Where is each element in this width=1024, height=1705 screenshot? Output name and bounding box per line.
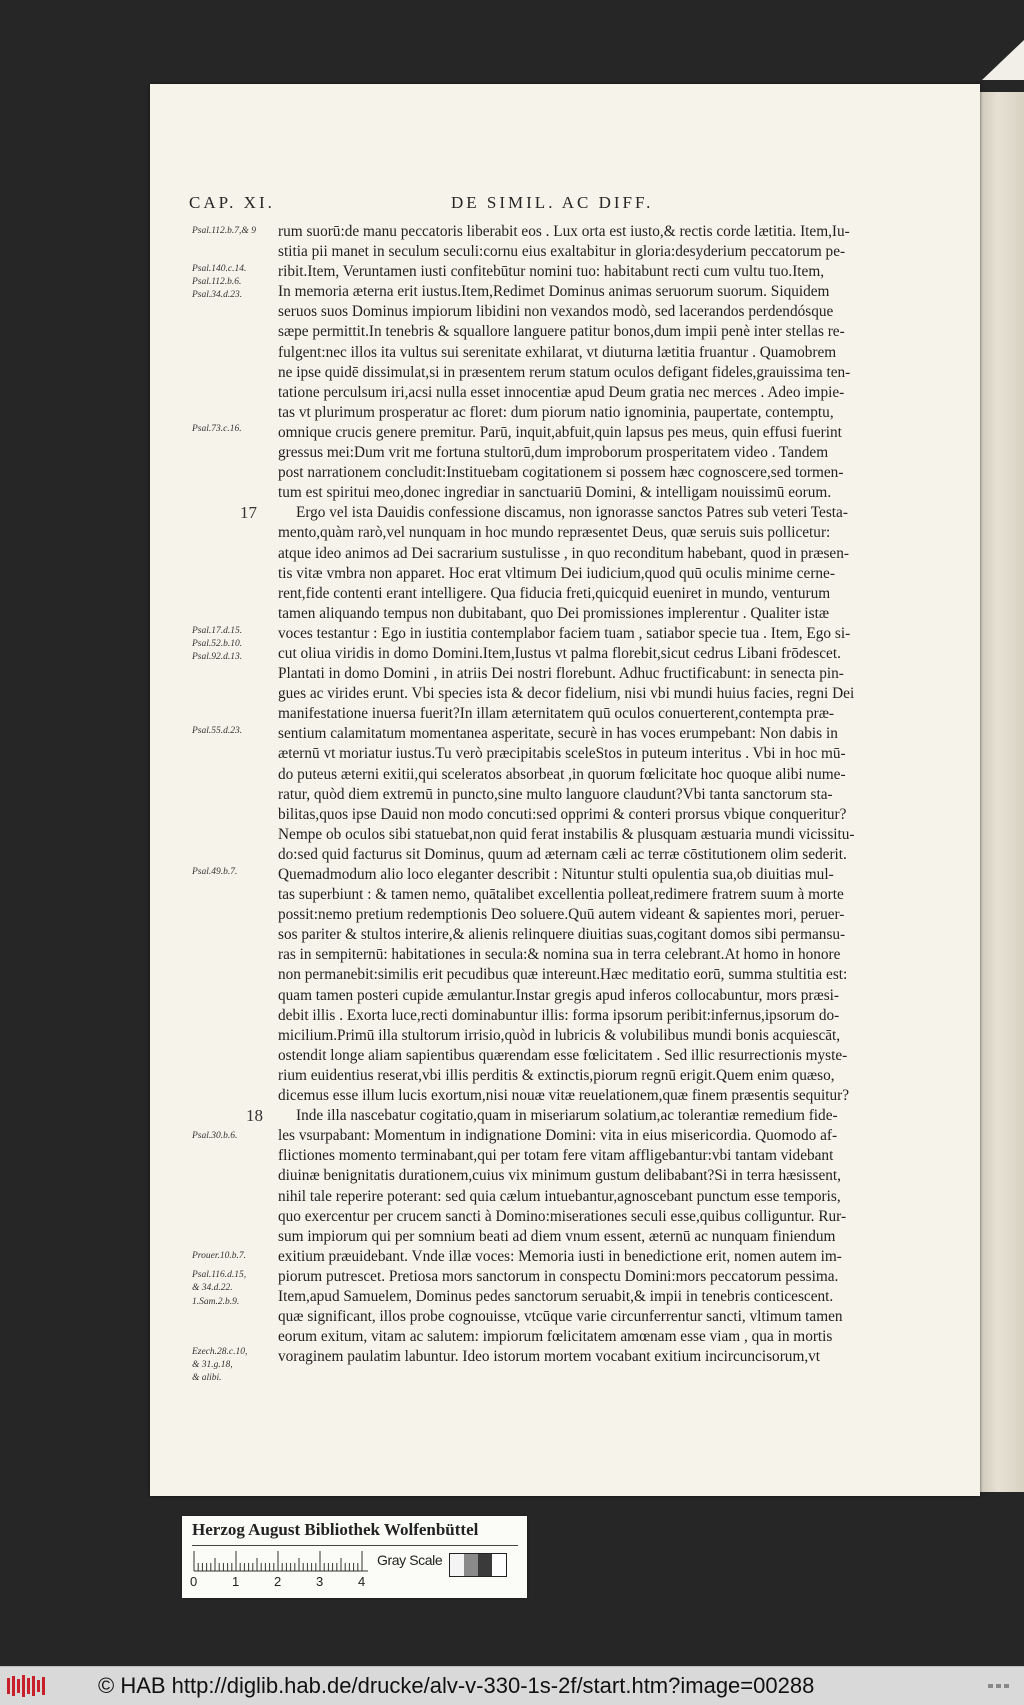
text-line: manifestatione inuersa fuerit?In illam æternitatem quū oculos conuerterent,contempta præ- (278, 705, 835, 723)
footer-marks-icon (988, 1682, 1012, 1690)
text-line: ratur, quòd diem extremū in puncto,sine multo languore claudunt?Vbi tanta sanctorum sta- (278, 785, 833, 803)
margin-note: Ezech.28.c.10, (192, 1347, 248, 1357)
text-line: sos pariter & stultos interire,& alienis relinquere diuitias suas,cogitant domos sibi permansu- (278, 926, 846, 944)
text-line: tum est spiritui meo,donec ingrediar in sanctuariū Domini, & intelligam nouissimū eorum. (278, 484, 832, 502)
text-line: Plantati in domo Domini , in atriis Dei nostri florebunt. Adhuc fructificabunt: in senecta pin- (278, 665, 844, 683)
gray-scale-swatches (449, 1553, 507, 1577)
ruler-number: 4 (358, 1574, 366, 1589)
margin-note: Psal.55.d.23. (192, 726, 243, 736)
text-line: fulgent:nec illos ita vultus sui serenitate exhilarat, vt diuturna lætitia fruantur . Quamobrem (278, 343, 837, 361)
text-line: ostendit longe aliam sapientibus quærendam esse fœlicitatem . Sed illic resurrectionis myste- (278, 1046, 848, 1064)
running-title: DE SIMIL. AC DIFF. (451, 193, 654, 212)
margin-note: Psal.30.b.6. (192, 1131, 238, 1141)
text-line: seruos suos Dominus impiorum libidini non vexandos modò, sed lacerandos perdendósque (278, 303, 834, 321)
text-line: sæpe permittit.In tenebris & squallore languere patitur bonos,dum impii penè inter stellas re- (278, 323, 845, 341)
margin-note: Psal.116.d.15, (192, 1270, 247, 1280)
ruler-number: 3 (316, 1574, 324, 1589)
body-text (278, 222, 906, 1367)
page-edge-tab (982, 40, 1024, 80)
margin-note: Prouer.10.b.7. (192, 1251, 247, 1261)
text-line: do puteus æterni exitii,qui sceleratos absorbeat ,in quorum fœlicitate hoc quoque alibi nume- (278, 765, 846, 783)
text-line: post narrationem concludit:Instituebam cogitationem si possem hæc cognoscere,sed tormen- (278, 464, 844, 482)
text-line: flictiones momento terminabant,qui per totam fere vitam affligebantur:vbi tantam videbant (278, 1147, 834, 1165)
text-line: bilitas,quos ipse Dauid non modo concuti:sed opprimi & conteri prorsus vbique conqueritur? (278, 805, 847, 823)
text-line: tamen aliquando tempus non dubitabant, quo Dei promissiones implerentur . Qualiter istæ (278, 604, 830, 622)
text-line: tatione perculsum iri,acsi nulla esset innocentiæ apud Deum gratia nec merces . Adeo impie- (278, 383, 845, 401)
text-line: sum impiorum qui per somnium beati ad diem vnum essent, æternū ac nunquam finiendum (278, 1227, 836, 1245)
text-line: quæ significant, illos probe cognouisse, vtcūque varie circunferrentur sancti, vltimum tamen (278, 1308, 843, 1326)
text-line: exitium præuidebant. Vnde illæ voces: Memoria iusti in benedictione erit, nomen autem im- (278, 1247, 842, 1265)
ruler-number: 0 (190, 1574, 198, 1589)
ruler-number: 1 (232, 1574, 240, 1589)
text-line: do:sed quid facturus sit Dominus, quum ad æternam cæli ac terræ cōstitutionem olim sederit. (278, 845, 847, 863)
text-line: sentium calamitatum momentanea asperitate, securè in has voces erumpebant: Non dabis in (278, 725, 838, 743)
text-line: gues ac virides erunt. Vbi species ista & decor fidelium, nisi vbi mundi huius facies, regni Dei (278, 685, 855, 703)
section-number: 17 (240, 503, 257, 522)
text-line: les vsurpabant: Momentum in indignatione Domini: vita in eius misericordia. Quomodo af- (278, 1127, 838, 1145)
text-line: diuinæ benignitatis durationem,cuius vix minimum gustum delibabant?Si in terra hæsissent, (278, 1167, 841, 1185)
text-line: quo exercentur per crucem sancti à Domino:miserationes seculi esse,quibus colliguntur. Rur- (278, 1207, 847, 1225)
text-line: æternū vt moriatur iustus.Tu verò præcipitabis sceleStos in puteum interitus . Vbi in hoc mū- (278, 745, 846, 763)
library-color-card (182, 1516, 527, 1598)
text-line: voces testantur : Ego in iustitia contemplabor faciem tuam , satiabor specie tua . Item, Ego si- (278, 624, 851, 642)
hab-logo-icon (6, 1674, 46, 1698)
text-line: Item,apud Samuelem, Dominus pedes sanctorum seruabit,& impii in tenebris conticescent. (278, 1287, 834, 1305)
text-line: In memoria æterna erit iustus.Item,Redimet Dominus animas seruorum suorum. Siquidem (278, 283, 830, 301)
text-line: ne ipse quidē dissimulat,si in præsentem rerum statum oculos defigant fideles,grauissima ten- (278, 363, 851, 381)
text-line: ras in sempiternū: habitationes in secula:& nomina sua in terra celebrant.At homo in honore (278, 946, 841, 964)
text-line: Nempe ob oculos sibi statuebat,non quid ferat instabilis & plusquam æstuaria mundi vicissitu- (278, 825, 855, 843)
page-edge (980, 92, 1024, 1492)
margin-note: & 31.g.18, (192, 1360, 233, 1370)
text-line: cut oliua viridis in domo Domini.Item,Iustus vt palma florebit,sicut cedrus Libani frōdescet. (278, 644, 841, 662)
text-line: mento,quàm rarò,vel nunquam in hoc mundo repræsentet Deus, quæ seruis suis pollicetur: (278, 524, 831, 542)
gray-swatch (492, 1554, 506, 1576)
margin-note: Psal.73.c.16. (192, 424, 242, 434)
margin-note: Psal.92.d.13. (192, 652, 243, 662)
gray-swatch (478, 1554, 492, 1576)
section-number: 18 (246, 1106, 263, 1125)
gray-swatch (464, 1554, 478, 1576)
text-line: rent,fide contenti erant intelligere. Qua fiducia freti,quicquid eueniret in mundo, venturum (278, 584, 831, 602)
text-line: micilium.Primū illa stultorum irrisio,quòd in lubricis & volubilibus mundi bonis acquiescāt, (278, 1026, 841, 1044)
margin-note: & alibi. (192, 1373, 222, 1383)
running-head (189, 193, 909, 215)
text-line: possit:nemo pretium redemptionis Deo soluere.Quū autem videant & sapientes mori, peruer- (278, 906, 845, 924)
text-line: rium euidentius reserat,vbi illis perditis & extinctis,piorum regnū erigit.Quem enim quæso, (278, 1066, 835, 1084)
text-line: rum suorū:de manu peccatoris liberabit eos . Lux orta est iusto,& rectis corde lætitia. Item,Iu- (278, 223, 850, 240)
margin-note: Psal.49.b.7. (192, 867, 238, 877)
margin-note: & 34.d.22. (192, 1283, 233, 1293)
ruler-number: 2 (274, 1574, 282, 1589)
margin-note: Psal.140.c.14. (192, 264, 247, 274)
text-line: eorum exitum, vitam ac salutem: impiorum fœlicitatem amœnam esse viam , qua in mortis (278, 1328, 833, 1346)
gray-swatch (450, 1554, 464, 1576)
footer-url[interactable]: © HAB http://diglib.hab.de/drucke/alv-v-330-1s-2f/start.htm?image=00288 (98, 1673, 815, 1698)
text-line: non permanebit:similis erit pecudibus quæ intereunt.Hæc meditatio eorū, summa stultitia est: (278, 966, 848, 984)
text-line: ribit.Item, Veruntamen iusti confitebūtur nomini tuo: habitabunt recti cum vultu tuo.Item, (278, 263, 825, 281)
card-divider (192, 1545, 518, 1546)
text-line: tas superbiunt : & tamen nemo, quātalibet excellentia polleat,redimere fratrem suum à morte (278, 886, 844, 904)
margin-note: Psal.17.d.15. (192, 626, 243, 636)
text-line: quam tamen posteri cupide æmulantur.Instar gregis apud inferos collocabuntur, mors præsi- (278, 986, 839, 1004)
text-line: piorum putrescet. Pretiosa mors sanctorum in conspectu Domini:mors peccatorum pessima. (278, 1267, 839, 1285)
margin-note: Psal.34.d.23. (192, 290, 243, 300)
text-line: omnique crucis genere premitur. Parū, inquit,abfuit,quin lapsus pes meus, quin effusi fuerint (278, 423, 842, 441)
scale-ruler-icon (192, 1550, 368, 1572)
text-line: debit illis . Exorta luce,recti dominabuntur illis: forma ipsorum peribit:infernus,ipsorum do- (278, 1006, 840, 1024)
text-line: nihil tale reperire poterant: sed quia cælum intuebantur,agnoscebant punctum esse temporis, (278, 1187, 841, 1205)
text-line: tis vitæ vmbra non apparet. Hoc erat vltimum Dei iudicium,quod quū oculis minime cerne- (278, 564, 835, 582)
margin-note: Psal.112.b.6. (192, 277, 242, 287)
margin-note: Psal.112.b.7,& 9 (192, 226, 256, 236)
text-line: gressus mei:Dum vrit me fortuna stultorū,dum improborum prosperitatem video . Tandem (278, 444, 829, 462)
text-line: dicemus esse illum lucis exortum,nisi nouæ vitæ reuelationem,quæ finem præsentis sequitur? (278, 1087, 850, 1105)
text-line: atque ideo animos ad Dei sacrarium sustulisse , in quo reconditum habebant, quod in præsen- (278, 544, 849, 562)
text-line: Quemadmodum alio loco eleganter describit : Nituntur stulti opulentia sua,ob diuitias mul- (278, 866, 834, 883)
text-line: voraginem paulatim labuntur. Ideo istorum mortem vocabant exitium incircuncisorum,vt (278, 1348, 821, 1366)
margin-note: Psal.52.b.10. (192, 639, 243, 649)
text-line: stitia pii manet in seculum seculi:cornu eius exaltabitur in gloria:desyderium peccatorum pe- (278, 243, 846, 261)
card-title: Herzog August Bibliothek Wolfenbüttel (192, 1520, 479, 1539)
chapter-label: CAP. XI. (189, 193, 275, 212)
ruler-numbers (190, 1574, 390, 1590)
gray-scale-label: Gray Scale (377, 1552, 443, 1568)
footer-bar (0, 1666, 1024, 1705)
margin-note: 1.Sam.2.b.9. (192, 1297, 240, 1307)
text-line: Ergo vel ista Dauidis confessione discamus, non ignorasse sanctos Patres sub veteri Testa- (296, 504, 848, 522)
text-line: tas vt plurimum prosperatur ac floret: dum piorum natio ignominia, paupertate, contemptu, (278, 403, 834, 421)
text-line: Inde illa nascebatur cogitatio,quam in miseriarum solatium,ac tolerantiæ remedium fide- (296, 1107, 838, 1125)
